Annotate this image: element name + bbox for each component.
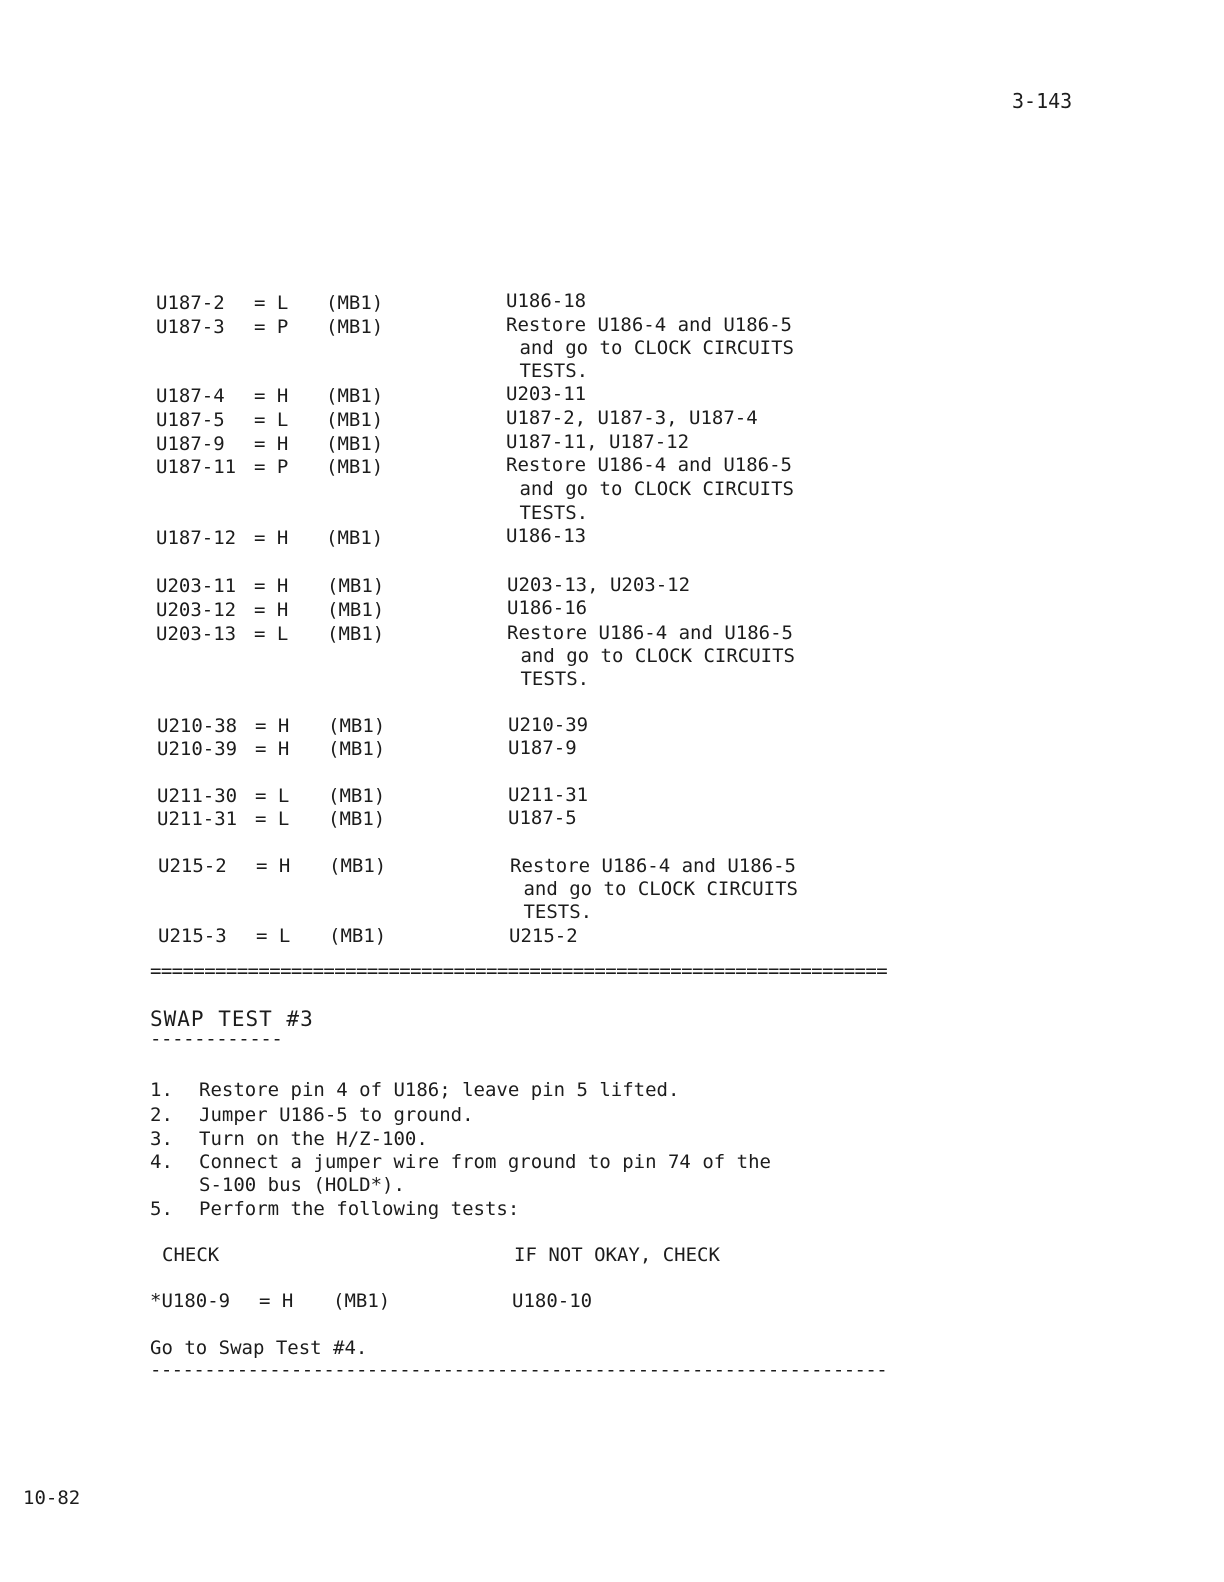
expected-state: = H [255, 738, 290, 760]
board-label: (MB1) [333, 1290, 391, 1312]
board-label: (MB1) [329, 925, 387, 947]
board-label: (MB1) [329, 855, 387, 877]
board-label: (MB1) [327, 623, 385, 645]
expected-state: = L [254, 292, 289, 314]
if-not-okay-text: and go to CLOCK CIRCUITS [508, 478, 794, 500]
if-not-okay-text: U187-2, U187-3, U187-4 [506, 407, 758, 429]
if-not-okay-text: U186-13 [506, 525, 587, 547]
board-label: (MB1) [326, 385, 384, 407]
if-not-okay-text: Restore U186-4 and U186-5 [507, 622, 793, 644]
if-not-okay-text: U203-13, U203-12 [507, 574, 691, 596]
pin-id: *U180-9 [150, 1290, 231, 1312]
step-number: 4. [150, 1151, 173, 1173]
if-not-okay-text: and go to CLOCK CIRCUITS [509, 645, 795, 667]
if-not-okay-text: TESTS. [508, 360, 589, 382]
expected-state: = H [256, 855, 291, 877]
expected-state: = L [254, 409, 289, 431]
expected-state: = L [255, 785, 290, 807]
board-label: (MB1) [326, 433, 384, 455]
expected-state: = P [254, 316, 289, 338]
pin-id: U187-11 [156, 456, 237, 478]
section-title: SWAP TEST #3 [150, 1007, 314, 1031]
pin-id: U187-12 [156, 527, 237, 549]
if-not-okay-text: U186-16 [507, 597, 588, 619]
board-label: (MB1) [326, 527, 384, 549]
if-not-okay-text: Restore U186-4 and U186-5 [506, 454, 792, 476]
board-label: (MB1) [328, 715, 386, 737]
pin-id: U187-9 [156, 433, 225, 455]
step-number: 1. [150, 1079, 173, 1101]
expected-state: = H [254, 385, 289, 407]
step-number: 3. [150, 1128, 173, 1150]
step-number: 5. [150, 1198, 173, 1220]
step-text: Jumper U186-5 to ground. [199, 1104, 474, 1126]
if-not-okay-text: TESTS. [512, 901, 593, 923]
pin-id: U215-2 [158, 855, 227, 877]
if-not-okay-text: TESTS. [508, 502, 589, 524]
expected-state: = H [259, 1290, 294, 1312]
board-label: (MB1) [326, 456, 384, 478]
if-not-okay-text: U186-18 [506, 290, 587, 312]
step-text: Connect a jumper wire from ground to pin 74 of the [199, 1151, 771, 1173]
pin-id: U210-38 [157, 715, 238, 737]
double-rule: ==================================================================== [150, 960, 888, 982]
expected-state: = H [254, 575, 289, 597]
if-not-okay-text: U187-11, U187-12 [506, 431, 690, 453]
expected-state: = H [254, 433, 289, 455]
board-label: (MB1) [326, 409, 384, 431]
step-number: 2. [150, 1104, 173, 1126]
if-not-okay-text: U210-39 [508, 714, 589, 736]
expected-state: = L [256, 925, 291, 947]
expected-state: = L [255, 808, 290, 830]
step-text: S-100 bus (HOLD*). [199, 1174, 405, 1196]
pin-id: U187-2 [156, 292, 225, 314]
title-underline: ------------ [150, 1028, 283, 1050]
expected-state: = H [254, 599, 289, 621]
board-label: (MB1) [328, 808, 386, 830]
column-header-check: CHECK [162, 1244, 220, 1266]
if-not-okay-text: and go to CLOCK CIRCUITS [508, 337, 794, 359]
pin-id: U187-4 [156, 385, 225, 407]
pin-id: U203-12 [156, 599, 237, 621]
expected-state: = L [254, 623, 289, 645]
board-label: (MB1) [328, 785, 386, 807]
pin-id: U211-30 [157, 785, 238, 807]
if-not-okay-text: U180-10 [512, 1290, 593, 1312]
if-not-okay-text: U187-9 [508, 737, 577, 759]
if-not-okay-text: U203-11 [506, 383, 587, 405]
step-text: Perform the following tests: [199, 1198, 520, 1220]
bottom-rule: -------------------------------------------------------------------- [150, 1359, 888, 1381]
step-text: Turn on the H/Z-100. [199, 1128, 428, 1150]
step-text: Restore pin 4 of U186; leave pin 5 lifted. [199, 1079, 680, 1101]
if-not-okay-text: Restore U186-4 and U186-5 [510, 855, 796, 877]
goto-instruction: Go to Swap Test #4. [150, 1337, 368, 1359]
pin-id: U187-3 [156, 316, 225, 338]
footer-date-code: 10-82 [23, 1487, 81, 1509]
board-label: (MB1) [326, 292, 384, 314]
column-header-if-not-okay: IF NOT OKAY, CHECK [514, 1244, 720, 1266]
if-not-okay-text: and go to CLOCK CIRCUITS [512, 878, 798, 900]
board-label: (MB1) [328, 738, 386, 760]
pin-id: U203-13 [156, 623, 237, 645]
pin-id: U203-11 [156, 575, 237, 597]
pin-id: U211-31 [157, 808, 238, 830]
page-number: 3-143 [1012, 89, 1073, 113]
expected-state: = P [254, 456, 289, 478]
expected-state: = H [254, 527, 289, 549]
pin-id: U210-39 [157, 738, 238, 760]
if-not-okay-text: U215-2 [509, 925, 578, 947]
if-not-okay-text: TESTS. [509, 668, 590, 690]
pin-id: U187-5 [156, 409, 225, 431]
if-not-okay-text: Restore U186-4 and U186-5 [506, 314, 792, 336]
expected-state: = H [255, 715, 290, 737]
board-label: (MB1) [326, 316, 384, 338]
if-not-okay-text: U187-5 [508, 807, 577, 829]
board-label: (MB1) [327, 575, 385, 597]
pin-id: U215-3 [158, 925, 227, 947]
board-label: (MB1) [327, 599, 385, 621]
if-not-okay-text: U211-31 [508, 784, 589, 806]
